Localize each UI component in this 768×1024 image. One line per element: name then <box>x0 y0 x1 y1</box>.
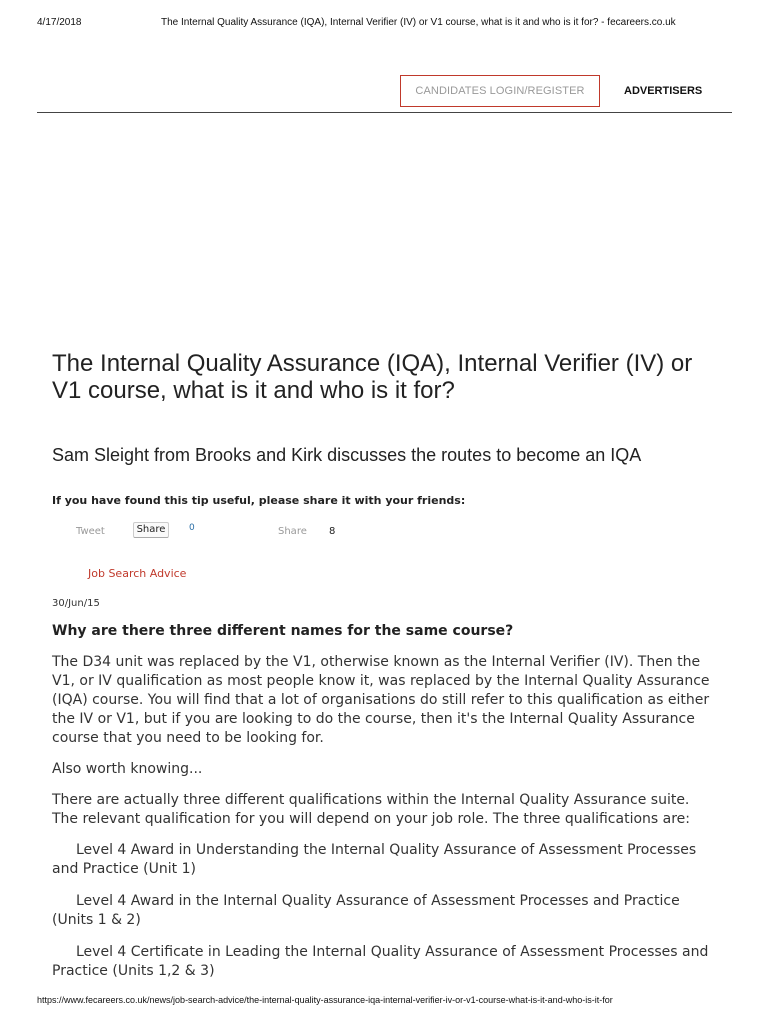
qualification-item: Level 4 Certificate in Leading the Internal Quality Assurance of Assessment Processes and Practice (Units 1,2 & 3) <box>52 944 709 979</box>
qualification-item: Level 4 Award in the Internal Quality Assurance of Assessment Processes and Practice (Units 1 & 2) <box>52 893 680 928</box>
publish-date: 30/Jun/15 <box>52 598 100 609</box>
candidates-login-button[interactable]: CANDIDATES LOGIN/REGISTER <box>400 75 600 107</box>
print-page-title: The Internal Quality Assurance (IQA), Internal Verifier (IV) or V1 course, what is it and who is it for? - fecareers.co.uk <box>161 17 676 28</box>
share-prompt: If you have found this tip useful, please share it with your friends: <box>52 494 466 507</box>
category-link[interactable]: Job Search Advice <box>88 567 187 580</box>
section-heading: Why are there three different names for the same course? <box>52 623 514 639</box>
facebook-share-count: 8 <box>329 526 336 537</box>
linkedin-share-count: 0 <box>189 523 195 533</box>
print-url: https://www.fecareers.co.uk/news/job-search-advice/the-internal-quality-assurance-iqa-internal-verifier-iv-or-v1-course-what-is-it-and-who-is-it-for <box>37 995 613 1005</box>
nav-divider <box>37 112 732 113</box>
article-title: The Internal Quality Assurance (IQA), Internal Verifier (IV) or V1 course, what is it and who is it for? <box>52 350 693 404</box>
paragraph: Also worth knowing... <box>52 761 203 777</box>
linkedin-share-button[interactable]: Share <box>133 522 169 538</box>
print-date: 4/17/2018 <box>37 17 82 28</box>
paragraph: There are actually three different qualifications within the Internal Quality Assurance suite. The relevant qualification for you will depend on your job role. The three qualifications are: <box>52 792 690 827</box>
article <box>52 350 718 979</box>
qualification-item: Level 4 Award in Understanding the Internal Quality Assurance of Assessment Processes and Practice (Unit 1) <box>52 842 697 877</box>
paragraph: The D34 unit was replaced by the V1, otherwise known as the Internal Verifier (IV). Then the V1, or IV qualification as most people know it, was replaced by the Internal Quality Assurance (IQA) course. You will find that a lot of organisations do still refer to this qualification as either the IV or V1, but if you are looking to do the course, then it's the Internal Quality Assurance course that you need to be looking for. <box>52 654 710 746</box>
article-subtitle: Sam Sleight from Brooks and Kirk discusses the routes to become an IQA <box>52 445 642 465</box>
facebook-share-button[interactable]: Share <box>278 526 307 537</box>
share-bar <box>52 522 452 546</box>
advertisers-link[interactable]: ADVERTISERS <box>624 85 703 97</box>
tweet-button[interactable]: Tweet <box>76 526 105 537</box>
article-body <box>52 623 718 994</box>
